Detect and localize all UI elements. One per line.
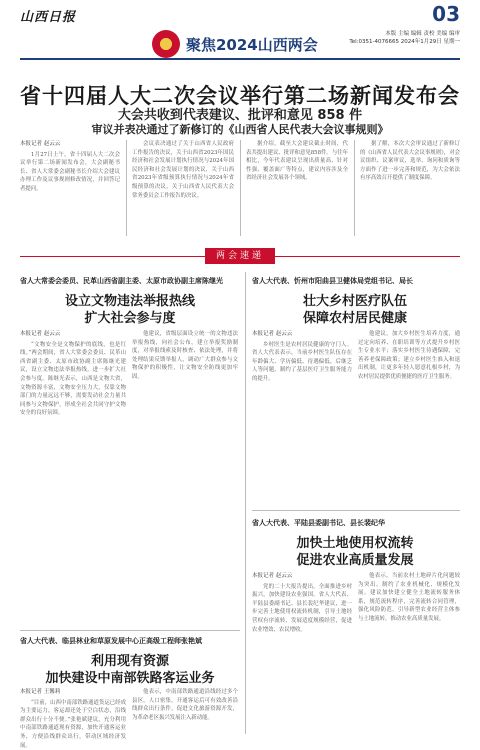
editor-credits [349,30,460,46]
article-title: 促进农业高质量发展 [296,553,414,568]
column-divider [245,272,246,734]
lead-column-1 [20,140,120,236]
article-title: 扩大社会参与度 [84,311,176,326]
section-title: 聚焦2024山西两会 [186,36,318,54]
article-kicker: 省人大代表、忻州市阳曲县卫健体局党组书记、局长 [252,277,413,285]
masthead [0,0,480,58]
article-title: 保障农村居民健康 [302,311,407,326]
article-title: 利用现有资源 [90,654,169,669]
column-divider [240,140,241,236]
column-divider [126,140,127,236]
article-column [132,688,238,738]
lead-column-2 [132,140,234,236]
article-paragraph: 乡村医生是农村居民健康的守门人。省人大代表表示，当前乡村医生队伍存在年龄偏大、学历偏低、待遇偏低、后继乏人等问题，制约了基层医疗卫生服务能力的提升。 [252,341,352,382]
article-column [358,572,460,738]
article-byline: 本报记者 王馨莉 [20,689,61,695]
article-byline: 本报记者 赵云云 [20,331,61,337]
article-paragraph: “目前，山西中南部铁路通道货运已经成为主要运力，客运却还处于空白状态，沿线群众出行十分不便。”张艳斌建议，充分利用中南部铁路通道现有资源，加快开通客运业务，方便沿线群众出行，带动区域经济发展。 [20,699,126,749]
lead-paragraph: 1月27日上午，省十四届人大二次会议举行第二场新闻发布会，大会副秘书长、省人大常委会副秘书长介绍大会建议办理工作及议事规则修改情况，并回答记者提问。 [20,151,120,192]
lead-headline: 省十四届人大二次会议举行第二场新闻发布会 [20,84,460,108]
article-title: 加快土地使用权流转 [296,536,414,551]
lead-paragraph: 据介绍，截至大会建议截止时间，代表共提出建议、批评和意见858件。与往年相比，今年代表建议呈现出质量高、针对性强、覆盖面广等特点，建议内容涉及全省经济社会发展各个领域。 [246,141,348,182]
lead-paragraph: 会议表决通过了关于山西省人民政府工作报告的决议，关于山西省2023年国民经济和社会发展计划执行情况与2024年国民经济和社会发展计划的决议，关于山西省2023年省级预算执行情况与2024年省级预算的决议，关于山西省人民代表大会常务委员会工作报告的决议。 [132,141,234,199]
article-divider [252,510,460,511]
header-rule [20,58,460,60]
article-column [20,330,126,630]
page-number: 03 [432,2,460,26]
column-divider [354,140,355,236]
section-header [152,30,352,58]
lead-byline: 本报记者 赵云云 [20,141,61,147]
article-column [132,330,238,630]
article-title: 加快建设中南部铁路客运业务 [45,671,215,686]
article-kicker: 省人大代表、临县林业和草原发展中心正高级工程师张艳斌 [20,637,202,645]
article-title: 设立文物违法举报热线 [64,294,195,309]
article-title: 壮大乡村医疗队伍 [302,294,407,309]
article-divider [20,630,240,631]
article-column [20,688,126,749]
article-byline: 本报记者 赵云云 [252,573,293,579]
lead-column-4 [360,140,460,236]
editor-credits-line1: 本版 主编 编辑 责校 美编 编审 [385,31,460,37]
article-paragraph: “文物安全是文物保护的底线，也是红线。”两会期间，省人大常委会委员、民革山西省副主委、太原市政协副主席陈继光建议，设立文物违法举报热线，进一步扩大社会参与度。陈继光表示，山西是文物大省，文物资源丰富，文物安全压力大，仅靠文物部门的力量远远不够，需要发动社会力量共同参与文物保护，形成全社会共同守护文物安全的良好氛围。 [20,341,126,417]
lead-subhead-1: 大会共收到代表建议、批评和意见 858 件 [117,108,363,123]
article-paragraph: 他表示，当前农村土地碎片化问题较为突出，制约了农业机械化、规模化发展。建议加快建立健全土地流转服务体系，规范流转程序，完善流转合同管理，强化风险防范，引导新型农业经营主体参与土地流转，推动农业高质量发展。 [358,573,460,622]
article-column [252,330,352,506]
article-byline: 本报记者 赵云云 [252,331,293,337]
lead-column-3 [246,140,348,236]
article-kicker: 省人大常委会委员、民革山西省副主委、太原市政协副主席陈继光 [20,277,223,285]
article-paragraph: 他建议，省级层面设立统一的文物违法举报热线，向社会公布，建立举报奖励制度，对举报线索及时核查、依法处理，并将处理结果反馈举报人，调动广大群众参与文物保护的积极性，让文物安全防线更加牢固。 [132,331,238,380]
article-paragraph: 他表示，中南部铁路通道沿线经过多个县区，人口密集，开通客运后可有效改善沿线群众出行条件，促进文化旅游资源开发，为革命老区振兴发展注入新动能。 [132,689,238,721]
editor-credits-line2: Tel:0351-4076665 2024年1月29日 星期一 [349,39,460,45]
article-column [252,572,352,738]
article-kicker: 省人大代表、平陆县委副书记、县长裴纪华 [252,519,385,527]
article-paragraph: 党的二十大报告提出，全面推进乡村振兴，加快建设农业强国。省人大代表、平陆县委副书记、县长裴纪华建议，进一步完善土地使用权流转机制，引导土地经营权有序流转，发展适度规模经营，促进农业增效、农民增收。 [252,583,352,633]
newspaper-logo: 山西日报 [20,10,77,25]
lead-paragraph: 据了解，本次大会审议通过了新修订的《山西省人民代表大会议事规则》，对会议组织、议案审议、选举、询问和质询等方面作了进一步完善和规范，为大会依法有序高效召开提供了制度保障。 [360,141,460,182]
article-column [358,330,460,506]
lead-subhead-2: 审议并表决通过了新修订的《山西省人民代表大会议事规则》 [91,123,389,136]
national-emblem-icon [152,30,180,58]
section-banner: 两会速递 [205,248,275,264]
article-paragraph: 他建议，加大乡村医生培养力度，通过定向培养、在职培训等方式提升乡村医生专业水平；落实乡村医生待遇保障，完善养老保障政策；建立乡村医生准入和退出机制，让更多年轻人愿意扎根乡村，为农村居民提供优质便捷的医疗卫生服务。 [358,331,460,380]
